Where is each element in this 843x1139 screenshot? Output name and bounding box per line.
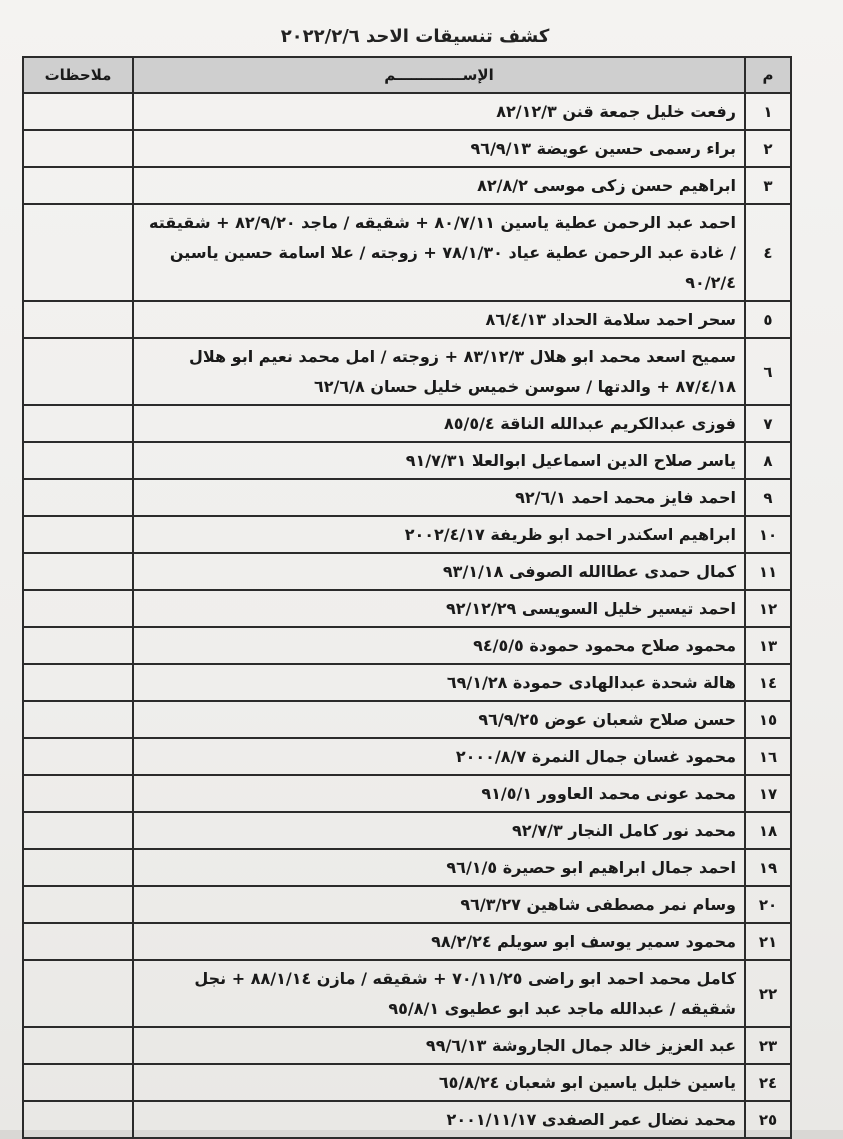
table-row: [23, 338, 791, 405]
row-name: براء رسمى حسين عويضة ٩٦/٩/١٣: [133, 130, 745, 167]
row-notes: [23, 886, 133, 923]
row-name: ياسر صلاح الدين اسماعيل ابوالعلا ٩١/٧/٣١: [133, 442, 745, 479]
row-notes: [23, 167, 133, 204]
row-number: ١٤: [745, 664, 791, 701]
row-name: وسام نمر مصطفى شاهين ٩٦/٣/٢٧: [133, 886, 745, 923]
table-row: [23, 738, 791, 775]
row-notes: [23, 442, 133, 479]
row-name: عبد العزيز خالد جمال الجاروشة ٩٩/٦/١٣: [133, 1027, 745, 1064]
row-name: احمد عبد الرحمن عطية ياسين ٨٠/٧/١١ + شقيقه / ماجد ٨٢/٩/٢٠ + شقيقته / غادة عبد الرحمن عطية عياد ٧٨/١/٣٠ + زوجته / علا اسامة حسين ياسين ٩٠/٢/٤: [133, 204, 745, 301]
row-number: ١: [745, 93, 791, 130]
names-table: [22, 56, 792, 1139]
row-name: فوزى عبدالكريم عبدالله الناقة ٨٥/٥/٤: [133, 405, 745, 442]
row-notes: [23, 130, 133, 167]
row-notes: [23, 1064, 133, 1101]
row-number: ٢١: [745, 923, 791, 960]
row-number: ١٩: [745, 849, 791, 886]
table-row: [23, 1101, 791, 1138]
row-name: محمود سمير يوسف ابو سويلم ٩٨/٢/٢٤: [133, 923, 745, 960]
row-notes: [23, 701, 133, 738]
row-notes: [23, 553, 133, 590]
row-notes: [23, 338, 133, 405]
table-row: [23, 1027, 791, 1064]
row-name: احمد فايز محمد احمد ٩٢/٦/١: [133, 479, 745, 516]
table-row: [23, 405, 791, 442]
row-name: حسن صلاح شعبان عوض ٩٦/٩/٢٥: [133, 701, 745, 738]
row-notes: [23, 479, 133, 516]
row-number: ١١: [745, 553, 791, 590]
row-name: هالة شحدة عبدالهادى حمودة ٦٩/١/٢٨: [133, 664, 745, 701]
row-name: سحر احمد سلامة الحداد ٨٦/٤/١٣: [133, 301, 745, 338]
row-name: ابراهيم اسكندر احمد ابو ظريفة ٢٠٠٢/٤/١٧: [133, 516, 745, 553]
table-row: [23, 627, 791, 664]
row-number: ٩: [745, 479, 791, 516]
row-notes: [23, 204, 133, 301]
row-number: ١٦: [745, 738, 791, 775]
row-number: ١٣: [745, 627, 791, 664]
row-number: ٢٤: [745, 1064, 791, 1101]
row-number: ٣: [745, 167, 791, 204]
row-notes: [23, 738, 133, 775]
row-notes: [23, 516, 133, 553]
row-notes: [23, 849, 133, 886]
document-title: كشف تنسيقات الاحد ٢٠٢٢/٢/٦: [280, 26, 550, 47]
row-notes: [23, 301, 133, 338]
row-number: ٢: [745, 130, 791, 167]
row-name: محمد نور كامل النجار ٩٢/٧/٣: [133, 812, 745, 849]
row-notes: [23, 960, 133, 1027]
table-row: [23, 590, 791, 627]
table-row: [23, 849, 791, 886]
row-number: ١٧: [745, 775, 791, 812]
table-row: [23, 812, 791, 849]
table-row: [23, 442, 791, 479]
row-notes: [23, 1027, 133, 1064]
row-number: ٧: [745, 405, 791, 442]
row-notes: [23, 405, 133, 442]
row-number: ١٠: [745, 516, 791, 553]
row-name: رفعت خليل جمعة قنن ٨٢/١٢/٣: [133, 93, 745, 130]
row-notes: [23, 664, 133, 701]
row-name: محمد عونى محمد العاوور ٩١/٥/١: [133, 775, 745, 812]
row-number: ٢٠: [745, 886, 791, 923]
row-name: ياسين خليل ياسين ابو شعبان ٦٥/٨/٢٤: [133, 1064, 745, 1101]
table-row: [23, 775, 791, 812]
table-row: [23, 886, 791, 923]
row-name: سميح اسعد محمد ابو هلال ٨٣/١٢/٣ + زوجته / امل محمد نعيم ابو هلال ٨٧/٤/١٨ + والدتها / سوسن خميس خليل حسان ٦٢/٦/٨: [133, 338, 745, 405]
table-row: [23, 130, 791, 167]
row-name: محمود غسان جمال النمرة ٢٠٠٠/٨/٧: [133, 738, 745, 775]
table-row: [23, 93, 791, 130]
row-name: ابراهيم حسن زكى موسى ٨٢/٨/٢: [133, 167, 745, 204]
table-row: [23, 664, 791, 701]
table-row: [23, 923, 791, 960]
table-header-row: [23, 57, 791, 93]
row-number: ٥: [745, 301, 791, 338]
header-name: الإســـــــــــــم: [133, 57, 745, 93]
table-row: [23, 167, 791, 204]
row-number: ١٨: [745, 812, 791, 849]
table-row: [23, 479, 791, 516]
row-notes: [23, 93, 133, 130]
table-row: [23, 1064, 791, 1101]
table-row: [23, 553, 791, 590]
row-notes: [23, 627, 133, 664]
table-row: [23, 960, 791, 1027]
row-number: ١٥: [745, 701, 791, 738]
row-name: احمد جمال ابراهيم ابو حصيرة ٩٦/١/٥: [133, 849, 745, 886]
row-name: محمد نضال عمر الصفدى ٢٠٠١/١١/١٧: [133, 1101, 745, 1138]
row-notes: [23, 590, 133, 627]
row-number: ٢٥: [745, 1101, 791, 1138]
row-notes: [23, 923, 133, 960]
row-number: ٤: [745, 204, 791, 301]
row-name: احمد تيسير خليل السويسى ٩٢/١٢/٢٩: [133, 590, 745, 627]
header-notes: ملاحظات: [23, 57, 133, 93]
row-name: كمال حمدى عطاالله الصوفى ٩٣/١/١٨: [133, 553, 745, 590]
row-number: ٢٢: [745, 960, 791, 1027]
table-row: [23, 516, 791, 553]
row-notes: [23, 812, 133, 849]
row-notes: [23, 775, 133, 812]
row-number: ٦: [745, 338, 791, 405]
row-name: محمود صلاح محمود حمودة ٩٤/٥/٥: [133, 627, 745, 664]
row-notes: [23, 1101, 133, 1138]
row-number: ١٢: [745, 590, 791, 627]
table-row: [23, 701, 791, 738]
row-number: ٢٣: [745, 1027, 791, 1064]
table-row: [23, 301, 791, 338]
row-name: كامل محمد احمد ابو راضى ٧٠/١١/٢٥ + شقيقه / مازن ٨٨/١/١٤ + نجل شقيقه / عبدالله ماجد عبد ابو عطيوى ٩٥/٨/١: [133, 960, 745, 1027]
header-number: م: [745, 57, 791, 93]
table-row: [23, 204, 791, 301]
row-number: ٨: [745, 442, 791, 479]
